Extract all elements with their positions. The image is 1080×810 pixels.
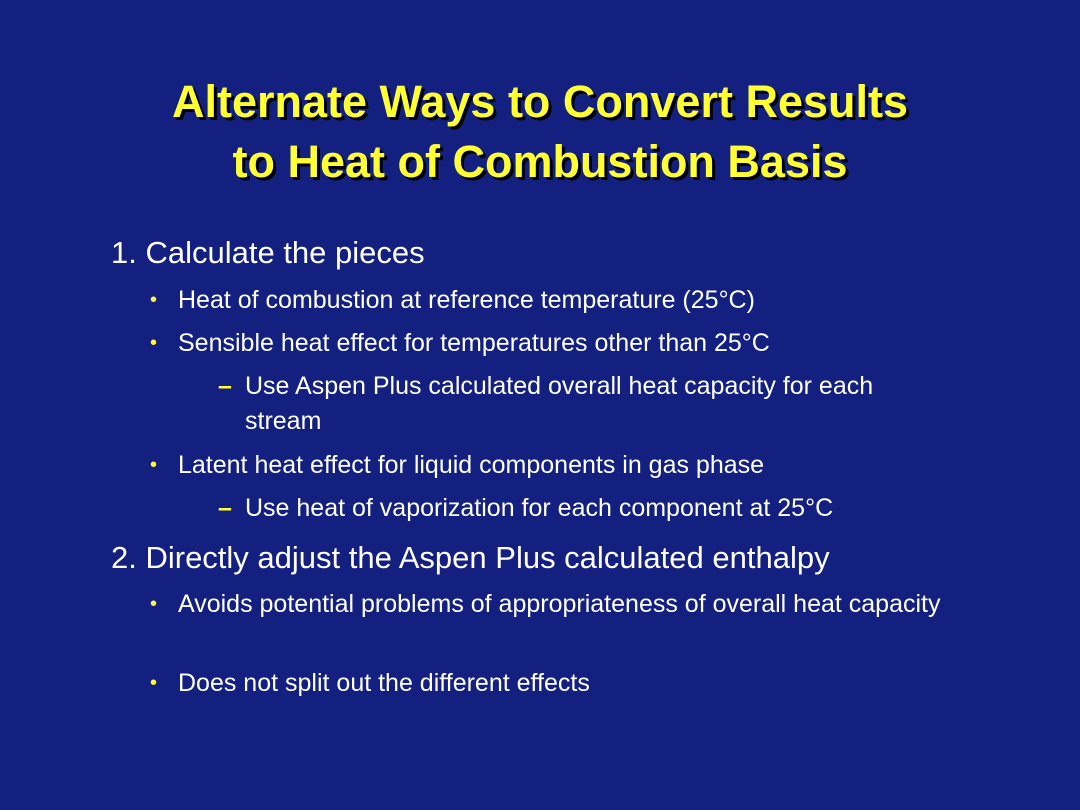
- list-item-directly-adjust: 2. Directly adjust the Aspen Plus calculated enthalpy: [111, 540, 830, 575]
- list-subsubitem: [218, 369, 978, 439]
- dash-icon: –: [218, 494, 232, 522]
- list-subitem-text: Does not split out the different effects: [178, 669, 590, 697]
- list-subsubitem-text: Use heat of vaporization for each component at 25°C: [245, 494, 834, 522]
- list-subitem-text: Avoids potential problems of appropriateness of overall heat capacity: [178, 590, 941, 618]
- list-subsubitem: [218, 491, 978, 526]
- list-subitem-text: Heat of combustion at reference temperature (25°C): [178, 286, 755, 314]
- bullet-icon: •: [150, 672, 158, 694]
- bullet-icon: •: [150, 332, 158, 354]
- slide-title-line-2: to Heat of Combustion Basis: [232, 136, 848, 187]
- list-subitem: [150, 448, 990, 483]
- list-subitem: [150, 587, 990, 622]
- list-subitem-text: Latent heat effect for liquid components in gas phase: [178, 451, 765, 479]
- list-subitem: [150, 326, 990, 361]
- list-subitem: [150, 283, 990, 318]
- slide-title-line-1: Alternate Ways to Convert Results: [172, 76, 908, 127]
- list-subitem-text: Sensible heat effect for temperatures other than 25°C: [178, 329, 770, 357]
- bullet-icon: •: [150, 289, 158, 311]
- bullet-icon: •: [150, 454, 158, 476]
- list-subitem: [150, 666, 990, 701]
- bullet-icon: •: [150, 593, 158, 615]
- list-subsubitem-text: Use Aspen Plus calculated overall heat capacity for each stream: [245, 372, 874, 435]
- list-item-calculate-pieces: 1. Calculate the pieces: [111, 235, 425, 270]
- dash-icon: –: [218, 372, 232, 400]
